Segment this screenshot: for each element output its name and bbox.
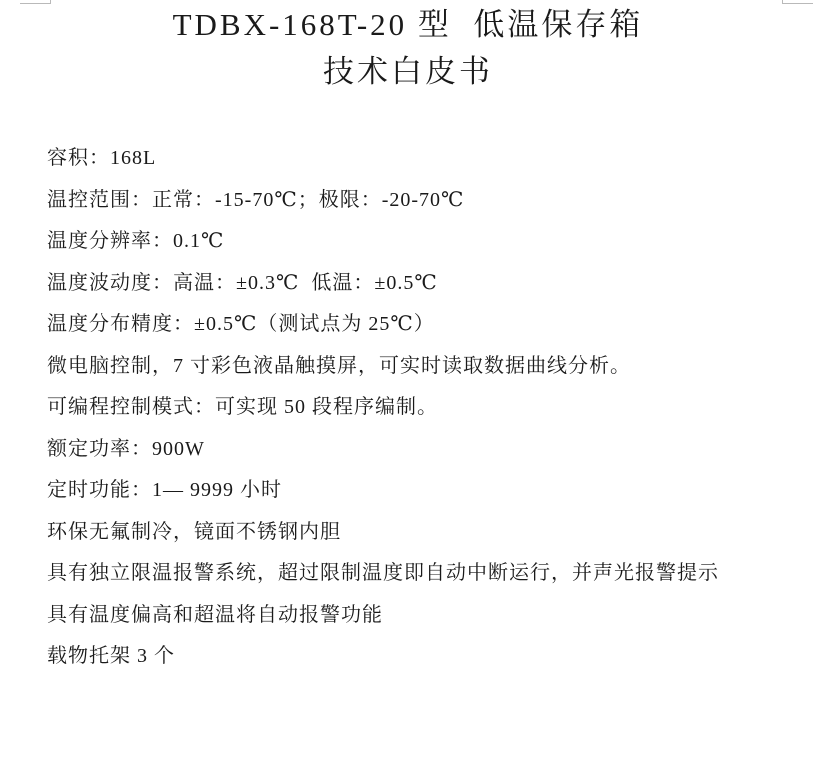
document-title-block xyxy=(0,1,816,95)
spec-line-rated-power: 额定功率：900W xyxy=(47,437,205,460)
spec-line-shelves: 载物托架 3 个 xyxy=(47,645,175,667)
spec-line-temp-fluctuation: 温度波动度：高温：±0.3℃ 低温：±0.5℃ xyxy=(47,271,438,294)
document-title-line-2: 技术白皮书 xyxy=(323,54,493,89)
spec-line-microcomputer: 微电脑控制，7 寸彩色液晶触摸屏，可实时读取数据曲线分析。 xyxy=(47,354,631,377)
spec-line-eco-refrigeration: 环保无氟制冷，镜面不锈钢内胆 xyxy=(47,520,341,543)
spec-line-temp-resolution: 温度分辨率：0.1℃ xyxy=(47,230,225,252)
spec-line-temp-control-range: 温控范围：正常：-15-70℃；极限：-20-70℃ xyxy=(47,188,465,211)
spec-list xyxy=(47,138,796,678)
spec-line-capacity: 容积：168L xyxy=(47,147,157,169)
spec-line-temp-uniformity: 温度分布精度：±0.5℃（测试点为 25℃） xyxy=(47,313,435,335)
spec-line-limit-alarm-system: 具有独立限温报警系统，超过限制温度即自动中断运行，并声光报警提示 xyxy=(47,562,719,584)
spec-line-overtemp-alarm: 具有温度偏高和超温将自动报警功能 xyxy=(47,603,383,626)
spec-line-programmable-mode: 可编程控制模式：可实现 50 段程序编制。 xyxy=(47,396,438,418)
document-title-line-1: TDBX-168T-20 型 低温保存箱 xyxy=(172,7,644,42)
spec-line-timer-function: 定时功能：1— 9999 小时 xyxy=(47,479,282,501)
